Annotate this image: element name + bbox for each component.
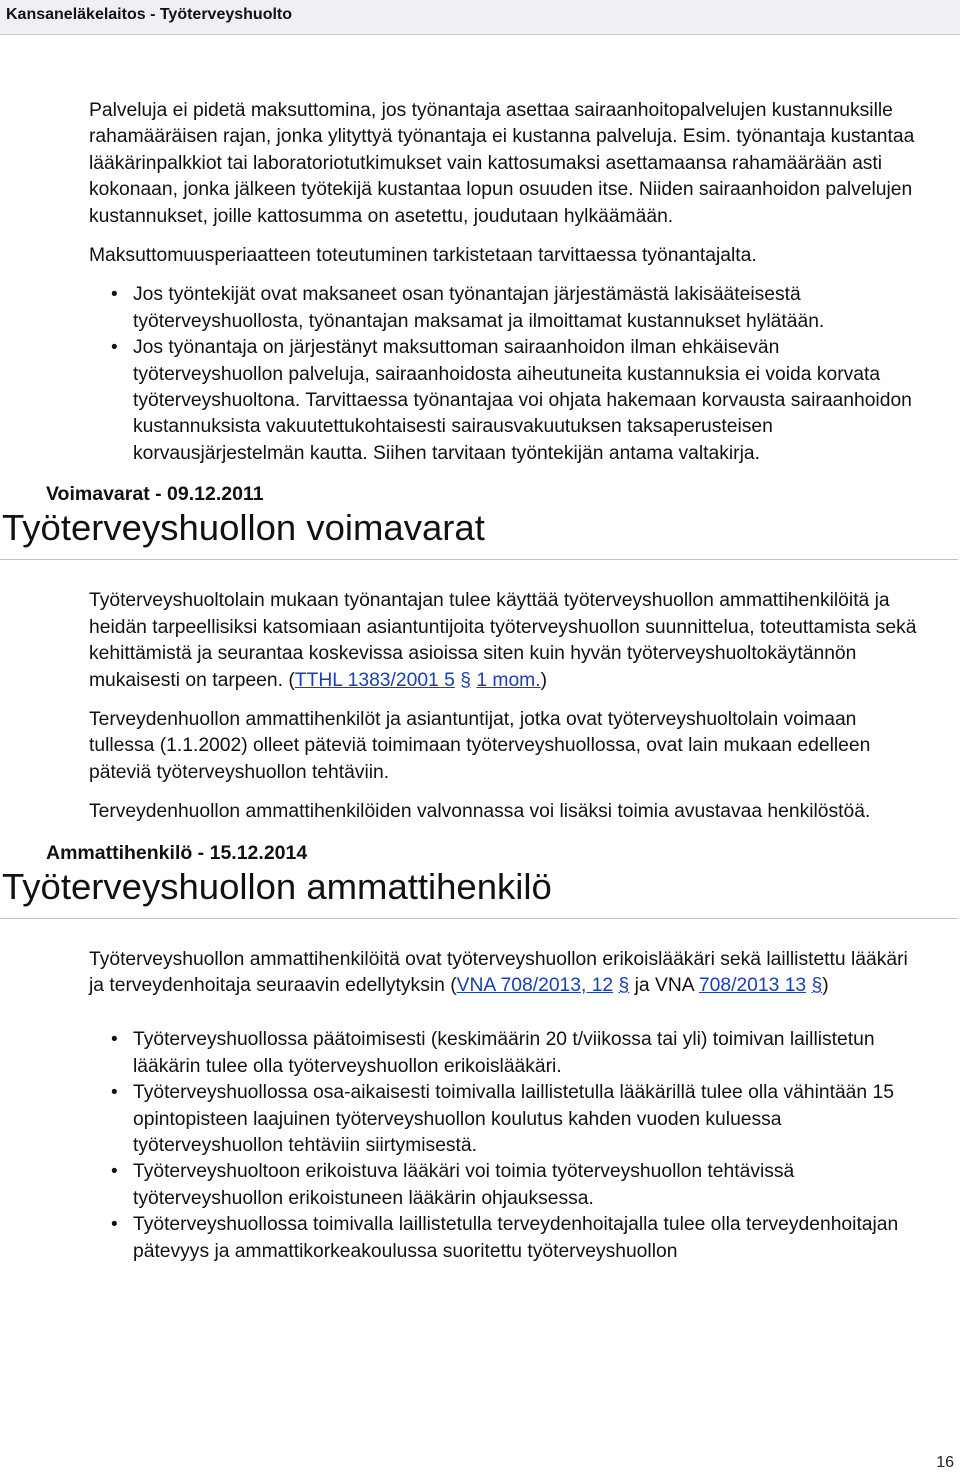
list-item: • Jos työntekijät ovat maksaneet osan työnantajan järjestämästä lakisääteisestä työterveyshuollosta, työnantajan maksamat ja ilmoittamat kustannukset hylätään.	[133, 282, 920, 335]
tthl-link[interactable]: TTHL 1383/2001 5	[294, 669, 455, 691]
section-title-voimavarat: Työterveyshuollon voimavarat	[2, 507, 485, 549]
paragraph-symbol-icon[interactable]: §	[811, 974, 823, 996]
paragraph-voimavarat-laki: Työterveyshuoltolain mukaan työnantajan tulee käyttää työterveyshuollon ammattihenkilöitä ja heidän tarpeellisiksi katsomiaan asiantuntijoita työterveyshuollon suunnittelua, toteuttamista sekä kehittämistä ja seurantaa koskevissa asioissa siten kuin hyvän työterveyshuoltokäytännön mukaisesti on tarpeen. (TTHL 1383/2001 5 § 1 mom.)	[89, 590, 917, 691]
document-content	[0, 98, 960, 1265]
bullet-list-ammattihenkilo	[0, 1027, 960, 1265]
document-title: Kansaneläkelaitos - Työterveyshuolto	[6, 6, 293, 23]
list-item: • Työterveyshuollossa osa-aikaisesti toimivalla laillistetulla lääkärillä tulee olla vähintään 15 opintopisteen laajuinen työterveyshuollon koulutus kahden vuoden kuluessa työterveyshuollon tehtäviin siirtymisestä.	[133, 1080, 920, 1159]
tthl-mom-link[interactable]: 1 mom.	[476, 669, 541, 691]
paragraph-symbol-icon[interactable]: §	[460, 669, 471, 691]
section-title-ammattihenkilo: Työterveyshuollon ammattihenkilö	[2, 865, 552, 907]
vna-13-link[interactable]: 708/2013 13	[698, 974, 807, 996]
paragraph-maksuttomuus: Palveluja ei pidetä maksuttomina, jos työnantaja asettaa sairaanhoitopalvelujen kustannuksille rahamääräisen rajan, jonka ylityttyä työnantaja ei kustanna palveluja. Esim. työnantaja kustantaa lääkärinpalkkiot tai laboratoriotutkimukset vain kattosumaksi asettamaansa rahamäärään asti kokonaan, jonka jälkeen työtekijä kustantaa lopun osuuden itse. Niiden sairaanhoidon palvelujen kustannukset, joille kattosumma on asetettu, joudutaan hylkäämään.	[89, 100, 915, 227]
list-item: • Jos työnantaja on järjestänyt maksuttoman sairaanhoidon ilman ehkäisevän työterveyshuollon palveluja, sairaanhoidosta aiheutuneita kustannuksia ei voida korvata työterveyshuoltona. Tarvittaessa työnantajaa voi ohjata hakemaan korvausta sairaanhoidon kustannuksista vakuutettukohtaisesti sairausvakuutuksen taksaperusteisen korvausjärjestelmän kautta. Siihen tarvitaan työntekijän antama valtakirja.	[133, 335, 920, 467]
list-item: • Työterveyshuoltoon erikoistuva lääkäri voi toimia työterveyshuollon tehtävissä työterveyshuollon erikoistuneen lääkärin ohjauksessa.	[133, 1159, 920, 1212]
page-header	[0, 0, 960, 35]
paragraph-ammattihenkilot-edellytykset: Työterveyshuollon ammattihenkilöitä ovat työterveyshuollon erikoislääkäri sekä laillistettu lääkäri ja terveydenhoitaja seuraavin edellytyksin (VNA 708/2013, 12 § ja VNA 708/2013 13 §)	[89, 948, 908, 996]
section-date-voimavarat: Voimavarat - 09.12.2011	[46, 483, 264, 506]
paragraph-ammattihenkilot: Terveydenhuollon ammattihenkilöt ja asiantuntijat, jotka ovat työterveyshuoltolain voimaan tullessa (1.1.2002) olleet päteviä toimimaan työterveyshuollossa, ovat lain mukaan edelleen päteviä työterveyshuollon tehtäviin.	[89, 708, 871, 783]
list-item: • Työterveyshuollossa päätoimisesti (keskimäärin 20 t/viikossa tai yli) toimivan laillistetun lääkärin tulee olla työterveyshuollon erikoislääkäri.	[133, 1027, 920, 1080]
paragraph-tarkistus: Maksuttomuusperiaatteen toteutuminen tarkistetaan tarvittaessa työnantajalta.	[89, 245, 757, 267]
bullet-list-maksuttomuus	[0, 282, 960, 467]
section-divider	[0, 918, 958, 919]
list-item: • Työterveyshuollossa toimivalla laillistetulla terveydenhoitajalla tulee olla terveydenhoitajan pätevyys ja ammattikorkeakoulussa suoritettu työterveyshuollon	[133, 1212, 920, 1265]
paragraph-avustava: Terveydenhuollon ammattihenkilöiden valvonnassa voi lisäksi toimia avustavaa henkilöstöä.	[89, 801, 871, 823]
page-number: 16	[936, 1454, 954, 1471]
paragraph-symbol-icon[interactable]: §	[618, 974, 630, 996]
section-date-ammattihenkilo: Ammattihenkilö - 15.12.2014	[46, 841, 308, 864]
section-divider	[0, 559, 958, 560]
vna-12-link[interactable]: VNA 708/2013, 12	[456, 974, 614, 996]
